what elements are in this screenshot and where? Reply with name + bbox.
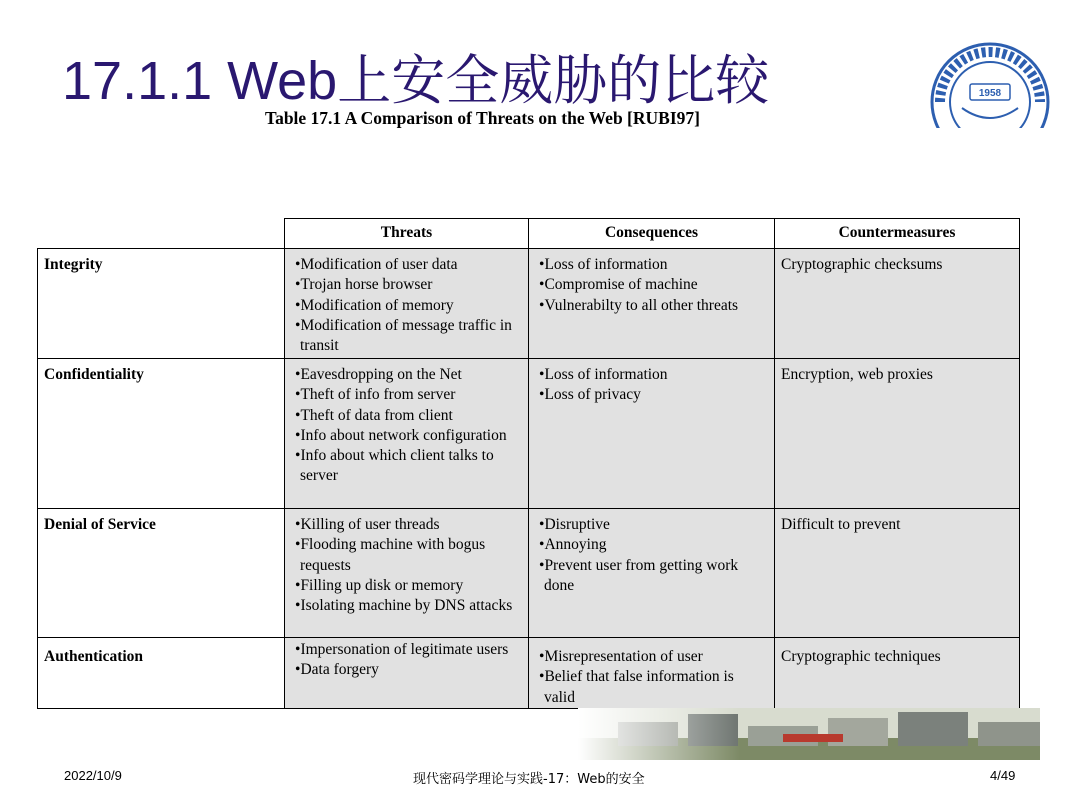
list-item: • Modification of memory [291, 296, 521, 316]
list-item: • Loss of information [535, 255, 767, 275]
consequences-cell [529, 509, 775, 638]
threats-cell [285, 638, 529, 709]
list-item: • Filling up disk or memory [291, 576, 521, 596]
seal-year: 1958 [978, 88, 1002, 99]
list-item: • Impersonation of legitimate users [291, 640, 521, 660]
list-item: • Compromise of machine [535, 275, 767, 295]
list-item: • Belief that false information is valid [535, 667, 767, 708]
page-number: 4/49 [990, 768, 1016, 783]
slide-title: 17.1.1 Web上安全威胁的比较 [62, 51, 770, 111]
campus-photo-strip [578, 708, 1040, 760]
footer-course-title: 现代密码学理论与实践-17：Web的安全 [413, 772, 645, 787]
table-caption: Table 17.1 A Comparison of Threats on the Web [RUBI97] [265, 108, 700, 128]
list-item: • Eavesdropping on the Net [291, 365, 521, 385]
footer-date: 2022/10/9 [64, 768, 122, 783]
consequences-cell [529, 359, 775, 509]
list-item: • Vulnerabilty to all other threats [535, 296, 767, 316]
blank-corner-cell [38, 219, 285, 249]
row-category: Integrity [38, 249, 285, 359]
header-threats: Threats [285, 219, 529, 249]
table-row [38, 249, 1020, 359]
list-item: • Trojan horse browser [291, 275, 521, 295]
list-item: • Disruptive [535, 515, 767, 535]
table-header-row [38, 219, 1020, 249]
list-item: • Theft of data from client [291, 406, 521, 426]
table-row [38, 509, 1020, 638]
countermeasures-cell: Difficult to prevent [775, 509, 1020, 638]
list-item: • Annoying [535, 535, 767, 555]
header-countermeasures: Countermeasures [775, 219, 1020, 249]
list-item: • Info about which client talks to server [291, 446, 521, 487]
row-category: Authentication [38, 638, 285, 709]
threats-cell [285, 509, 529, 638]
list-item: • Killing of user threads [291, 515, 521, 535]
consequences-cell [529, 638, 775, 709]
row-category: Denial of Service [38, 509, 285, 638]
list-item: • Prevent user from getting work done [535, 556, 767, 597]
list-item: • Info about network configuration [291, 426, 521, 446]
list-item: • Flooding machine with bogus requests [291, 535, 521, 576]
table-row [38, 359, 1020, 509]
consequences-cell [529, 249, 775, 359]
countermeasures-cell: Cryptographic checksums [775, 249, 1020, 359]
list-item: • Modification of user data [291, 255, 521, 275]
list-item: • Isolating machine by DNS attacks [291, 596, 521, 616]
countermeasures-cell: Cryptographic techniques [775, 638, 1020, 709]
list-item: • Loss of privacy [535, 385, 767, 405]
university-seal-icon [918, 24, 1052, 144]
threats-cell [285, 359, 529, 509]
header-consequences: Consequences [529, 219, 775, 249]
list-item: • Data forgery [291, 660, 521, 680]
list-item: • Misrepresentation of user [535, 647, 767, 667]
table-row [38, 638, 1020, 709]
list-item: • Loss of information [535, 365, 767, 385]
list-item: • Modification of message traffic in transit [291, 316, 521, 357]
list-item: • Theft of info from server [291, 385, 521, 405]
threat-comparison-table [37, 218, 1020, 709]
row-category: Confidentiality [38, 359, 285, 509]
threats-cell [285, 249, 529, 359]
countermeasures-cell: Encryption, web proxies [775, 359, 1020, 509]
